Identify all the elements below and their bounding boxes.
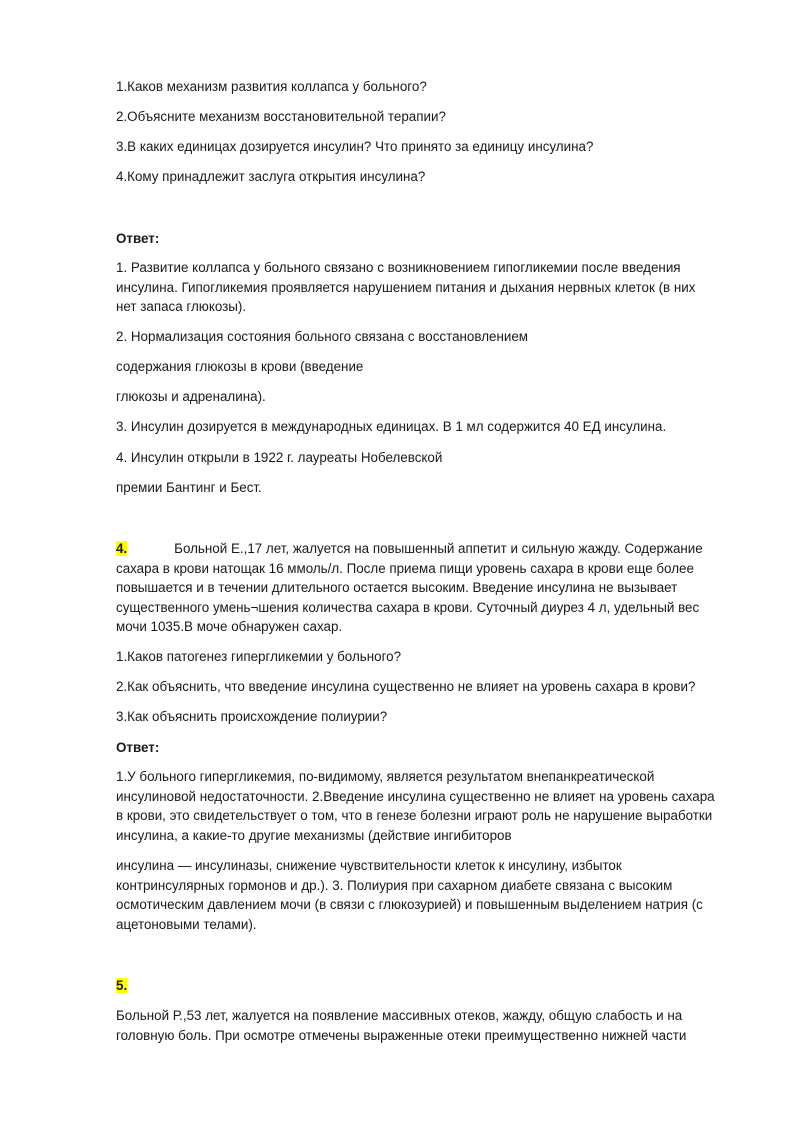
answer-4-line-1: 4. Инсулин открыли в 1922 г. лауреаты Нобелевской <box>116 450 443 465</box>
answer-4-line-2: премии Бантинг и Бест. <box>116 480 262 495</box>
task-4-statement <box>116 539 716 637</box>
task-4-question-1: 1.Каков патогенез гипергликемии у больного? <box>116 649 402 664</box>
question-3: 3.В каких единицах дозируется инсулин? Что принято за единицу инсулина? <box>116 139 594 154</box>
task-4-number: 4. <box>116 541 128 556</box>
answer-3: 3. Инсулин дозируется в международных единицах. В 1 мл содержится 40 ЕД инсулина. <box>116 419 667 434</box>
task-4-answer-part-1: 1.У больного гипергликемия, по-видимому, является результатом внепанкреатической инсулиновой недостаточности. 2.Введение инсулина существенно не влияет на уровень сахара в крови, это свидетельствует о том, что в генезе болезни играют роль не нарушение выработки инсулина, а какие-то другие механизмы (действие ингибиторов <box>116 769 715 843</box>
answer-2-line-1: 2. Нормализация состояния больного связана с восстановлением <box>116 329 528 344</box>
answer-1: 1. Развитие коллапса у больного связано с возникновением гипогликемии после введения инсулина. Гипогликемия проявляется нарушением питания и дыхания нервных клеток (в них нет запаса глюкозы). <box>116 260 696 314</box>
answer-2-line-3: глюкозы и адреналина). <box>116 389 266 404</box>
task-4-answer-part-2: инсулина — инсулиназы, снижение чувствительности клеток к инсулину, избыток контринсулярных гормонов и др.). 3. Полиурия при сахарном диабете связана с высоким осмотическим давлением мочи (в связи с глюкозурией) и повышенным выделением натрия (с ацетоновыми телами). <box>116 858 703 932</box>
task-4-question-2: 2.Как объяснить, что введение инсулина существенно не влияет на уровень сахара в крови? <box>116 679 696 694</box>
answer-2-line-2: содержания глюкозы в крови (введение <box>116 359 364 374</box>
question-1: 1.Каков механизм развития коллапса у больного? <box>116 79 427 94</box>
task-4-question-3: 3.Как объяснить происхождение полиурии? <box>116 709 388 724</box>
task-5-number: 5. <box>116 978 128 993</box>
task-5-text: Больной Р.,53 лет, жалуется на появление массивных отеков, жажду, общую слабость и на головную боль. При осмотре отмечены выраженные отеки преимущественно нижней части <box>116 1008 687 1043</box>
answer-label: Ответ: <box>116 231 160 246</box>
task-4-text: Больной Е.,17 лет, жалуется на повышенный аппетит и сильную жажду. Содержание сахара в крови натощак 16 ммоль/л. После приема пищи уровень сахара в крови еще более повышается и в течении длительного остается высоким. Введение инсулина не вызывает существенного умень¬шения количества сахара в крови. Суточный диурез 4 л, удельный вес мочи 1035.В моче обнаружен сахар. <box>116 541 703 634</box>
question-2: 2.Объясните механизм восстановительной терапии? <box>116 109 446 124</box>
task-5-heading <box>116 976 716 996</box>
question-4: 4.Кому принадлежит заслуга открытия инсулина? <box>116 169 426 184</box>
task-4-answer-label: Ответ: <box>116 740 160 755</box>
